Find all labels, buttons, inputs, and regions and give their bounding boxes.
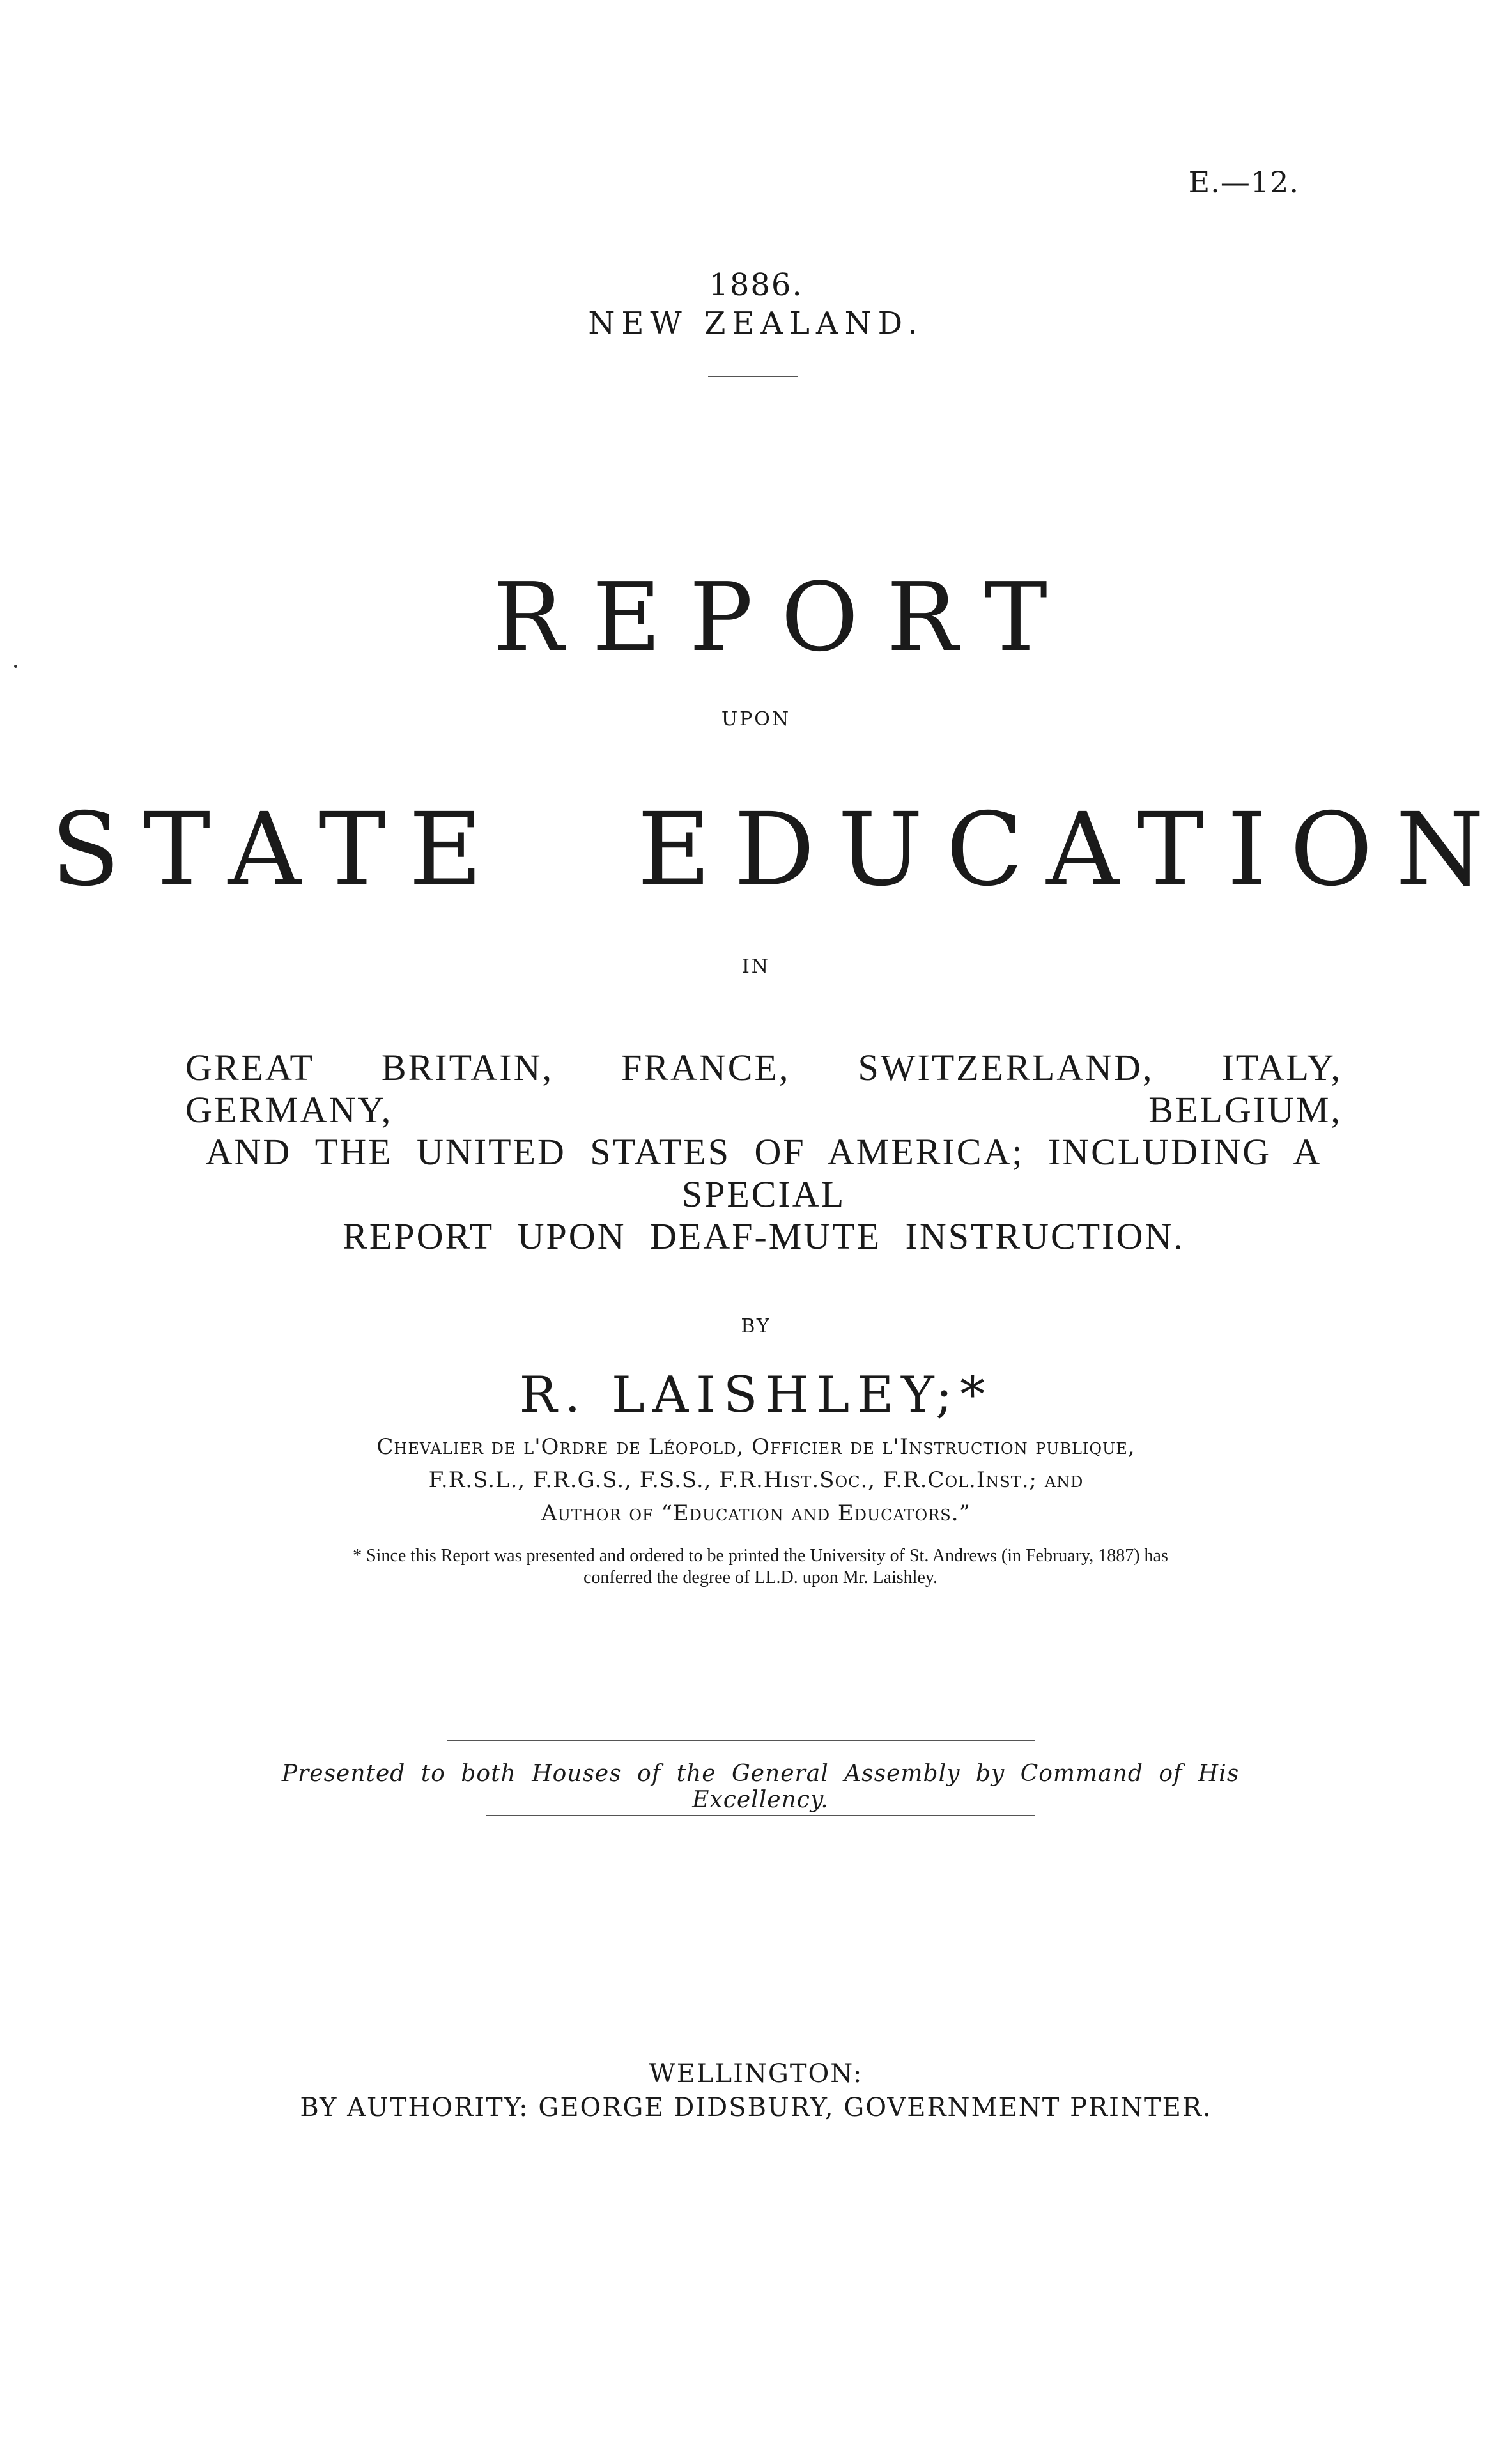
footnote-line: * Since this Report was presented and ordered to be printed the University of St. Andrews (in February, 1887) has — [353, 1546, 1168, 1566]
divider — [708, 376, 798, 377]
honours-line: F.R.S.L., F.R.G.S., F.S.S., F.R.Hist.Soc., F.R.Col.Inst.; and — [428, 1467, 1084, 1493]
author-name: R. LAISHLEY;* — [519, 1366, 993, 1424]
scan-speck — [14, 665, 17, 668]
divider — [486, 1815, 1035, 1816]
country-heading: NEW ZEALAND. — [588, 305, 924, 341]
countries-list — [185, 1047, 1342, 1258]
countries-line: GREAT BRITAIN, FRANCE, SWITZERLAND, ITALY, GERMANY, BELGIUM, — [185, 1047, 1342, 1131]
document-reference: E.—12. — [1188, 165, 1299, 199]
by-word: BY — [741, 1315, 771, 1338]
printer-line: BY AUTHORITY: GEORGE DIDSBURY, GOVERNMENT PRINTER. — [300, 2093, 1212, 2122]
divider — [447, 1740, 1035, 1741]
footnote — [217, 1545, 1304, 1589]
subject-title: STATE EDUCATION — [50, 791, 1508, 909]
countries-line: AND THE UNITED STATES OF AMERICA; INCLUDING A SPECIAL — [205, 1131, 1322, 1215]
in-word: IN — [741, 955, 771, 978]
honours-line: Author of “Education and Educators.” — [541, 1501, 971, 1526]
publication-year: 1886. — [709, 267, 803, 303]
footnote-line: conferred the degree of LL.D. upon Mr. Laishley. — [583, 1568, 938, 1587]
presentation-note: Presented to both Houses of the General Assembly by Command of His Excellency. — [281, 1761, 1240, 1813]
author-honours — [243, 1430, 1269, 1530]
honours-line: Chevalier de l'Ordre de Léopold, Officier de l'Instruction publique, — [376, 1434, 1136, 1460]
countries-line: REPORT UPON DEAF-MUTE INSTRUCTION. — [343, 1216, 1185, 1257]
upon-word: UPON — [721, 708, 791, 730]
publication-city: WELLINGTON: — [649, 2059, 863, 2088]
report-title: REPORT — [493, 562, 1076, 672]
